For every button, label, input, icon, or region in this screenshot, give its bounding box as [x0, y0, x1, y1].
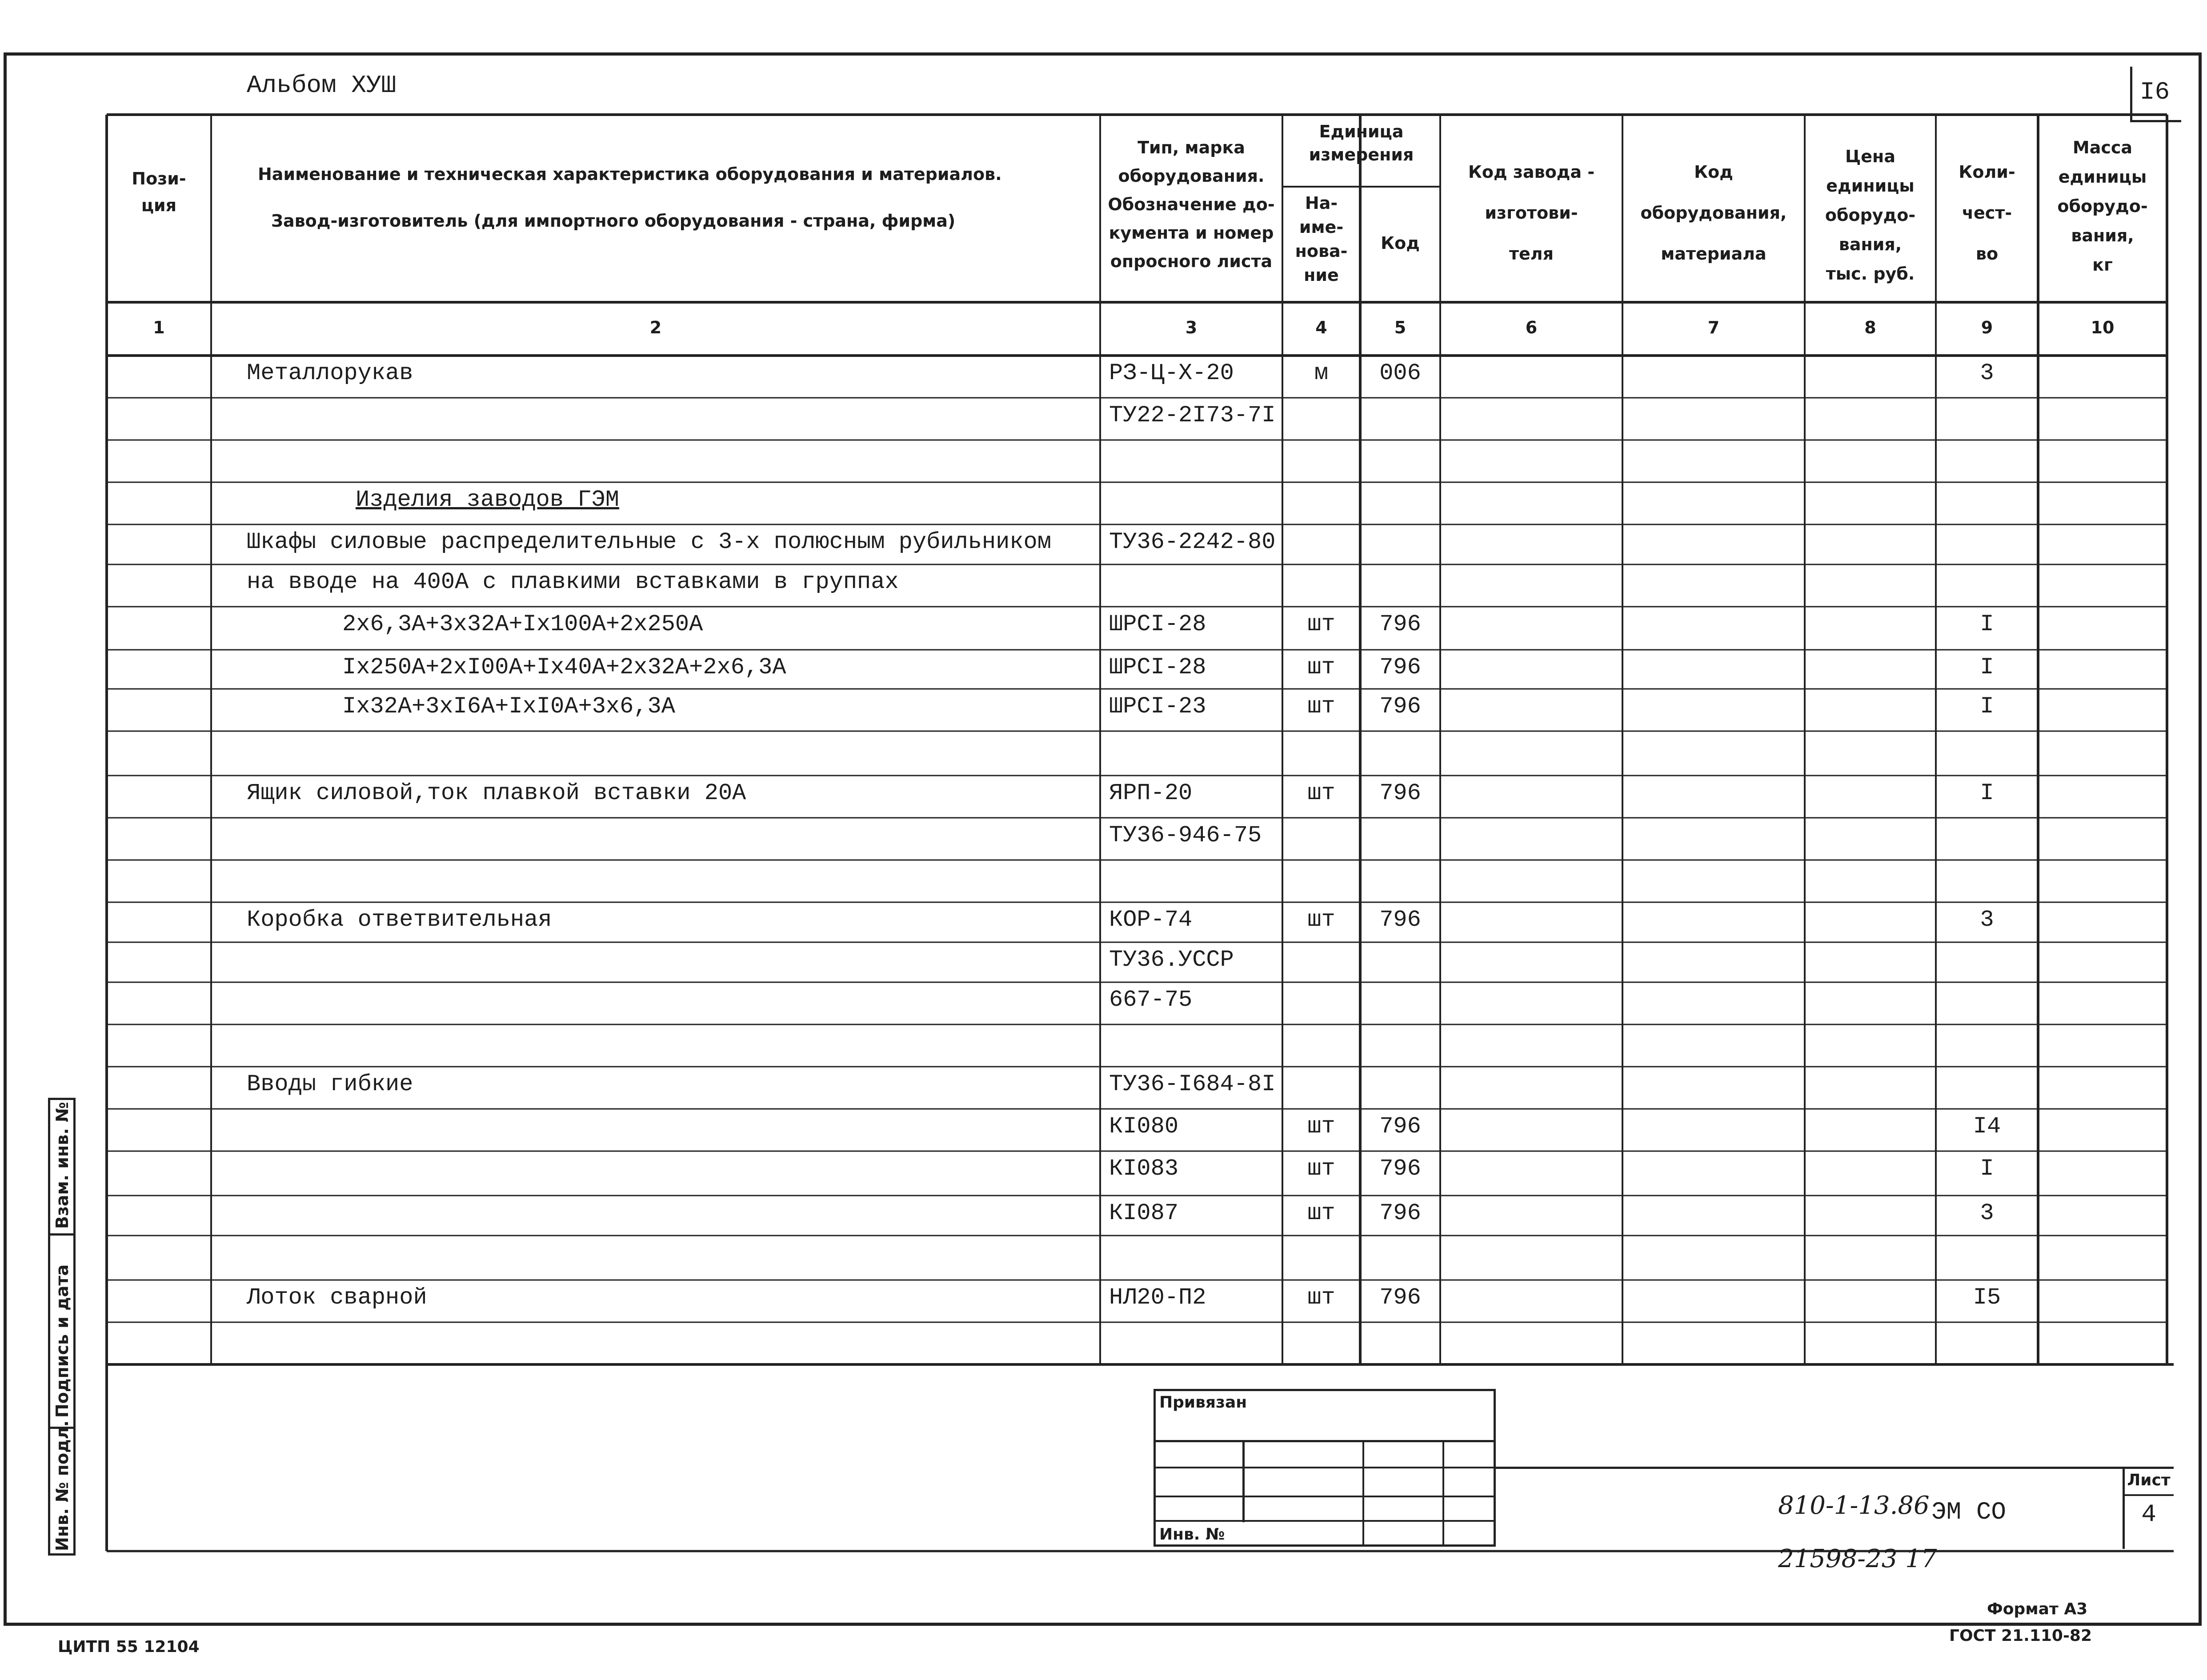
column-number: 10	[2091, 318, 2115, 337]
item-quantity: 3	[1980, 907, 1994, 933]
column-number: 1	[153, 318, 165, 337]
item-unit-code: 796	[1379, 1113, 1421, 1140]
column-number: 3	[1185, 318, 1198, 337]
header-type: кумента и номер	[1109, 223, 1274, 243]
stamp-line	[1154, 1520, 1496, 1522]
document-code: 810-1-13.86	[1778, 1491, 1930, 1520]
column-number: 9	[1981, 318, 1993, 337]
header-unit-price: Цена	[1845, 147, 1895, 166]
item-unit-code: 796	[1379, 654, 1421, 680]
item-quantity: 3	[1980, 1200, 1994, 1226]
gost-label: ГОСТ 21.110-82	[1949, 1627, 2092, 1645]
sheet-box-line	[2123, 1494, 2174, 1496]
item-type: КI083	[1109, 1156, 1179, 1182]
item-quantity: I	[1980, 654, 1994, 680]
item-unit-code: 796	[1379, 611, 1421, 637]
item-quantity: I	[1980, 611, 1994, 637]
item-type: 667-75	[1109, 987, 1193, 1013]
header-position: Пози-	[132, 169, 186, 188]
signature-date-label: Подпись и дата	[52, 1264, 72, 1418]
item-type: КОР-74	[1109, 907, 1193, 933]
header-equipment-code: оборудования,	[1640, 203, 1787, 223]
item-unit: м	[1314, 360, 1329, 386]
inv-replace-label: Взам. инв. №	[52, 1102, 72, 1229]
header-unit-mass: Масса	[2072, 138, 2133, 157]
item-unit: шт	[1307, 654, 1335, 680]
item-unit: шт	[1307, 907, 1335, 933]
header-quantity: чест-	[1962, 203, 2012, 223]
header-plant-code: изготови-	[1485, 203, 1578, 223]
header-unit-mass: единицы	[2058, 167, 2147, 187]
item-unit-code: 796	[1379, 693, 1421, 720]
item-unit-code: 796	[1379, 1156, 1421, 1182]
item-unit-code: 006	[1379, 360, 1421, 386]
item-type: ШРСI-28	[1109, 611, 1206, 637]
item-name: 2х6,3А+3х32А+Iх100А+2х250А	[342, 611, 703, 637]
item-type: КI080	[1109, 1113, 1179, 1140]
item-name: Металлорукав	[247, 360, 413, 386]
header-name: Наименование и техническая характеристика оборудования и материалов.	[258, 164, 1002, 184]
stamp-line	[1242, 1440, 1245, 1522]
stamp-line	[1362, 1440, 1364, 1547]
item-name: на вводе на 400А с плавкими вставками в группах	[247, 569, 899, 595]
inv-original-label: Инв. № подл.	[52, 1420, 72, 1551]
item-type: ШРСI-23	[1109, 693, 1206, 720]
stamp-line	[1442, 1440, 1444, 1547]
item-name: Изделия заводов ГЭМ	[356, 487, 619, 513]
header-unit-price: тыс. руб.	[1826, 264, 1915, 284]
item-name: Шкафы силовые распределительные с 3-х полюсным рубильником	[247, 529, 1051, 555]
title-block-line	[1496, 1467, 2174, 1469]
item-name: Лоток сварной	[247, 1284, 427, 1311]
item-quantity: I4	[1973, 1113, 2001, 1140]
item-unit: шт	[1307, 1284, 1335, 1311]
header-unit-price: оборудо-	[1825, 205, 1916, 225]
item-type: ТУ36.УССР	[1109, 947, 1234, 973]
item-type: ТУ36-I684-8I	[1109, 1071, 1276, 1097]
column-number: 2	[649, 318, 662, 337]
page-number: I6	[2139, 78, 2170, 106]
document-suffix: ЭМ СО	[1931, 1498, 2007, 1526]
item-type: ТУ22-2I73-7I	[1109, 402, 1276, 428]
item-name: Вводы гибкие	[247, 1071, 413, 1097]
header-type: Обозначение до-	[1108, 195, 1275, 214]
header-unit-mass: вания,	[2071, 226, 2134, 245]
inv-label: Инв. №	[1159, 1525, 1225, 1544]
item-name: Коробка ответвительная	[247, 907, 552, 933]
item-quantity: I5	[1973, 1284, 2001, 1311]
stamp-line	[1154, 1496, 1496, 1497]
item-unit: шт	[1307, 1113, 1335, 1140]
item-unit-code: 796	[1379, 907, 1421, 933]
header-unit-code: Код	[1381, 233, 1420, 253]
item-type: РЗ-Ц-Х-20	[1109, 360, 1234, 386]
header-manufacturer: Завод-изготовитель (для импортного оборудования - страна, фирма)	[271, 211, 956, 231]
header-quantity: во	[1975, 244, 1999, 264]
header-unit-mass: оборудо-	[2057, 196, 2148, 216]
item-type: КI087	[1109, 1200, 1179, 1226]
item-unit-code: 796	[1379, 780, 1421, 806]
header-plant-code: Код завода -	[1468, 162, 1595, 182]
item-name: Iх250А+2хI00А+Iх40А+2х32А+2х6,3А	[342, 654, 786, 680]
item-quantity: I	[1980, 693, 1994, 720]
item-unit: шт	[1307, 1156, 1335, 1182]
item-unit: шт	[1307, 780, 1335, 806]
column-number: 7	[1707, 318, 1720, 337]
item-type: ТУ36-2242-80	[1109, 529, 1276, 555]
header-type: оборудования.	[1118, 166, 1265, 186]
sheet-number: 4	[2141, 1500, 2156, 1528]
header-unit-name: име-	[1299, 217, 1344, 237]
album-label: Альбом ХУШ	[247, 71, 397, 100]
header-unit-mass: кг	[2092, 255, 2113, 275]
item-name: Ящик силовой,ток плавкой вставки 20А	[247, 780, 746, 806]
header-unit-group: измерения	[1309, 145, 1414, 164]
header-type: опросного листа	[1110, 252, 1273, 271]
header-unit-price: вания,	[1838, 235, 1902, 254]
item-name: Iх32А+3хI6А+IхI0А+3х6,3А	[342, 693, 675, 720]
header-unit-name: ние	[1304, 265, 1339, 285]
archive-number: 21598-23 17	[1778, 1544, 1937, 1573]
header-unit-group: Единица	[1319, 122, 1404, 141]
header-equipment-code: материала	[1661, 244, 1766, 264]
org-label: ЦИТП 55 12104	[58, 1638, 200, 1656]
item-type: ШРСI-28	[1109, 654, 1206, 680]
item-unit-code: 796	[1379, 1284, 1421, 1311]
sheet-label: Лист	[2127, 1471, 2171, 1489]
column-number: 4	[1315, 318, 1327, 337]
header-position: ция	[141, 196, 177, 215]
item-unit: шт	[1307, 693, 1335, 720]
column-number: 8	[1864, 318, 1876, 337]
header-quantity: Коли-	[1959, 162, 2015, 182]
item-type: НЛ20-П2	[1109, 1284, 1206, 1311]
column-number: 6	[1525, 318, 1538, 337]
header-unit-name: нова-	[1295, 241, 1348, 261]
stamp-line	[1154, 1467, 1496, 1468]
item-type: ТУ36-946-75	[1109, 822, 1262, 848]
header-unit-price: единицы	[1826, 176, 1915, 196]
item-unit-code: 796	[1379, 1200, 1421, 1226]
item-quantity: I	[1980, 780, 1994, 806]
column-number: 5	[1394, 318, 1406, 337]
header-unit-name: На-	[1305, 193, 1338, 213]
item-type: ЯРП-20	[1109, 780, 1193, 806]
header-type: Тип, марка	[1138, 138, 1245, 157]
item-unit: шт	[1307, 611, 1335, 637]
item-quantity: I	[1980, 1156, 1994, 1182]
format-label: Формат А3	[1987, 1600, 2088, 1618]
side-divider	[48, 1233, 76, 1236]
item-quantity: 3	[1980, 360, 1994, 386]
stamp-line	[1154, 1440, 1496, 1442]
header-plant-code: теля	[1509, 244, 1554, 264]
bound-label: Привязан	[1159, 1393, 1247, 1412]
item-unit: шт	[1307, 1200, 1335, 1226]
header-equipment-code: Код	[1694, 162, 1733, 182]
